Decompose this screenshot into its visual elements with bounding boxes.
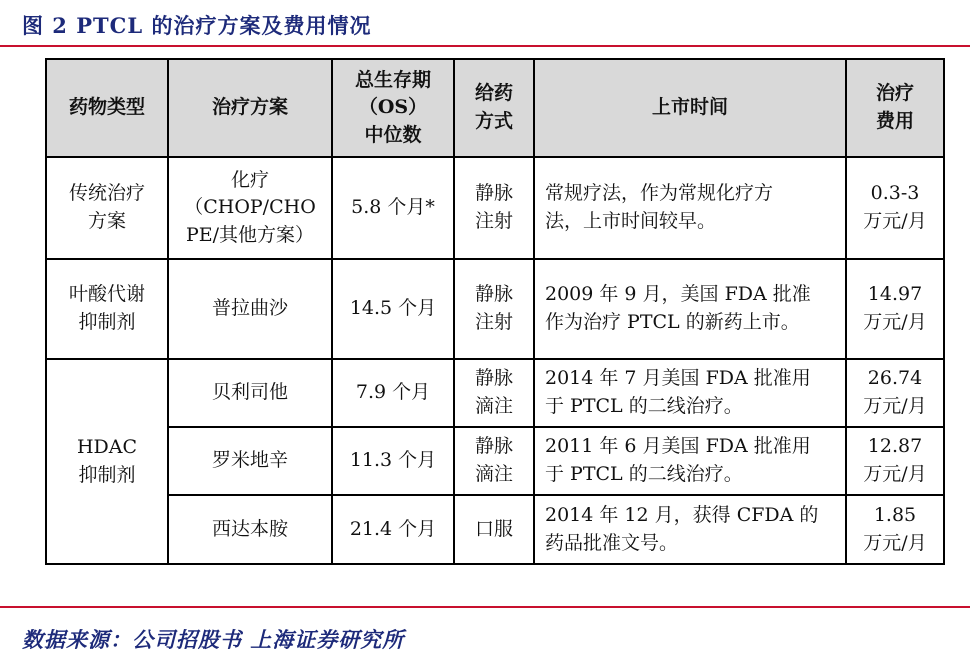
figure-title: 图 2 PTCL 的治疗方案及费用情况	[22, 13, 372, 38]
cell-cost	[846, 427, 944, 495]
cell-regimen: 普拉曲沙	[168, 259, 332, 359]
drug-type-line1: 传统治疗	[68, 182, 145, 205]
launch-line1: 2009 年 9 月，美国 FDA 批准	[545, 283, 811, 306]
admin-line2: 注射	[474, 210, 513, 232]
cell-launch	[534, 157, 846, 259]
launch-line1: 常规疗法，作为常规化疗方	[545, 182, 774, 205]
cell-os: 11.3 个月	[332, 427, 454, 495]
regimen-line3: PE/其他方案）	[185, 223, 315, 246]
admin-line2: 滴注	[474, 395, 513, 417]
table-row	[46, 359, 944, 427]
cost-line1: 12.87	[867, 435, 923, 458]
cost-line1: 14.97	[867, 283, 923, 306]
header-cost-line2: 费用	[875, 110, 914, 132]
drug-type-line1: 叶酸代谢	[68, 283, 145, 306]
cell-admin	[454, 427, 534, 495]
cost-line1: 0.3-3	[870, 182, 920, 205]
cell-drug-type	[46, 157, 168, 259]
cell-launch	[534, 259, 846, 359]
admin-line2: 滴注	[474, 463, 513, 485]
cell-regimen: 罗米地辛	[168, 427, 332, 495]
cell-admin: 口服	[454, 495, 534, 564]
cell-os: 5.8 个月*	[332, 157, 454, 259]
cost-line2: 万元/月	[863, 210, 927, 232]
table-row	[46, 495, 944, 564]
header-admin-line1: 给药	[474, 82, 513, 105]
admin-line1: 静脉	[474, 283, 513, 306]
cell-cost	[846, 157, 944, 259]
header-regimen: 治疗方案	[168, 59, 332, 157]
cell-cost	[846, 495, 944, 564]
admin-line2: 注射	[474, 311, 513, 333]
cell-regimen: 西达本胺	[168, 495, 332, 564]
header-cost	[846, 59, 944, 157]
drug-type-line1: HDAC	[76, 435, 138, 458]
launch-line2: 于 PTCL 的二线治疗。	[545, 463, 743, 485]
launch-line2: 于 PTCL 的二线治疗。	[545, 395, 743, 417]
cell-launch	[534, 427, 846, 495]
launch-line2: 作为治疗 PTCL 的新药上市。	[545, 311, 800, 333]
header-admin	[454, 59, 534, 157]
launch-line2: 药品批准文号。	[545, 531, 679, 554]
top-divider	[0, 45, 970, 47]
cell-regimen	[168, 157, 332, 259]
table-row	[46, 427, 944, 495]
launch-line2: 法，上市时间较早。	[545, 210, 717, 232]
cell-os: 21.4 个月	[332, 495, 454, 564]
header-drug-type: 药物类型	[46, 59, 168, 157]
cell-regimen: 贝利司他	[168, 359, 332, 427]
header-os-line2: （OS）	[358, 96, 428, 119]
cell-os: 7.9 个月	[332, 359, 454, 427]
cost-line2: 万元/月	[863, 395, 927, 417]
data-source-note: 数据来源：公司招股书 上海证券研究所	[22, 627, 405, 652]
regimen-line1: 化疗	[230, 168, 269, 191]
cell-cost	[846, 259, 944, 359]
bottom-divider	[0, 606, 970, 608]
cost-line2: 万元/月	[863, 311, 927, 333]
cell-admin	[454, 359, 534, 427]
ptcl-treatment-table	[45, 58, 945, 565]
drug-type-line2: 方案	[87, 210, 126, 232]
cost-line2: 万元/月	[863, 531, 927, 554]
cell-cost	[846, 359, 944, 427]
admin-line1: 静脉	[474, 182, 513, 205]
drug-type-line2: 抑制剂	[78, 311, 136, 333]
admin-line1: 静脉	[474, 367, 513, 390]
cost-line1: 1.85	[873, 503, 917, 526]
header-row	[46, 59, 944, 157]
launch-line1: 2011 年 6 月美国 FDA 批准用	[545, 435, 811, 458]
header-os-line3: 中位数	[364, 123, 422, 146]
table-row	[46, 157, 944, 259]
cell-admin	[454, 157, 534, 259]
header-admin-line2: 方式	[474, 110, 513, 132]
table-row	[46, 259, 944, 359]
header-os	[332, 59, 454, 157]
cell-launch	[534, 495, 846, 564]
header-cost-line1: 治疗	[875, 82, 914, 105]
admin-line1: 静脉	[474, 435, 513, 458]
header-launch: 上市时间	[534, 59, 846, 157]
launch-line1: 2014 年 7 月美国 FDA 批准用	[545, 367, 811, 390]
cost-line2: 万元/月	[863, 463, 927, 485]
header-os-line1: 总生存期	[354, 68, 431, 91]
cell-drug-type	[46, 259, 168, 359]
drug-type-line2: 抑制剂	[78, 463, 136, 486]
cell-os: 14.5 个月	[332, 259, 454, 359]
regimen-line2: （CHOP/CHO	[184, 196, 316, 219]
launch-line1: 2014 年 12 月，获得 CFDA 的	[545, 503, 819, 526]
cost-line1: 26.74	[867, 367, 923, 390]
cell-drug-type	[46, 359, 168, 564]
cell-admin	[454, 259, 534, 359]
cell-launch	[534, 359, 846, 427]
